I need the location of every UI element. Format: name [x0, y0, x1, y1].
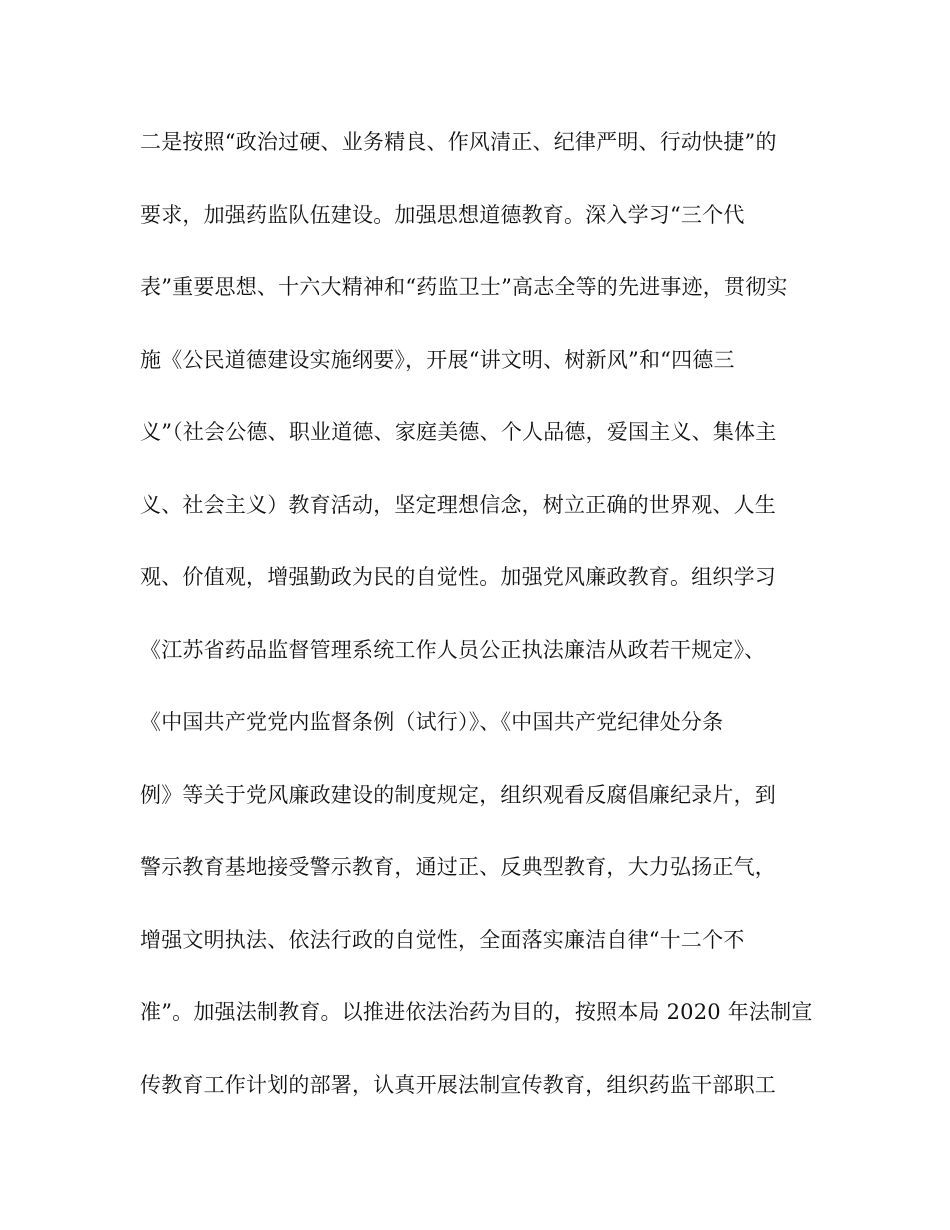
text-line: 增强文明执法、依法行政的自觉性，全面落实廉洁自律“十二个不 — [140, 927, 745, 952]
text-line: 义”（社会公德、职业道德、家庭美德、个人品德，爱国主义、集体主 — [140, 420, 777, 444]
text-line: 二是按照“政治过硬、业务精良、作风清正、纪律严明、行动快捷”的 — [140, 130, 777, 154]
text-line: 传教育工作计划的部署，认真开展法制宣传教育，组织药监干部职工 — [140, 1072, 776, 1097]
text-line: 准”。加强法制教育。以推进依法治药为目的，按照本局 2020 年法制宣 — [140, 1000, 813, 1024]
text-line: 表”重要思想、十六大精神和“药监卫士”高志全等的先进事迹，贯彻实 — [140, 275, 788, 299]
body-paragraph — [140, 122, 840, 1137]
text-line: 义、社会主义）教育活动，坚定理想信念，树立正确的世界观、人生 — [140, 492, 776, 517]
text-line: 观、价值观，增强勤政为民的自觉性。加强党风廉政教育。组织学习 — [140, 565, 776, 589]
text-line: 《江苏省药品监督管理系统工作人员公正执法廉洁从政若干规定》、 — [140, 637, 766, 662]
text-line: 例》等关于党风廉政建设的制度规定，组织观看反腐倡廉纪录片，到 — [140, 782, 776, 807]
text-line: 警示教育基地接受警示教育，通过正、反典型教育，大力弘扬正气， — [140, 855, 776, 879]
text-line: 施《公民道德建设实施纲要》，开展“讲文明、树新风”和“四德三 — [140, 347, 735, 372]
text-line: 《中国共产党党内监督条例（试行）》、《中国共产党纪律处分条 — [140, 710, 724, 734]
text-line: 要求，加强药监队伍建设。加强思想道德教育。深入学习“三个代 — [140, 202, 745, 227]
